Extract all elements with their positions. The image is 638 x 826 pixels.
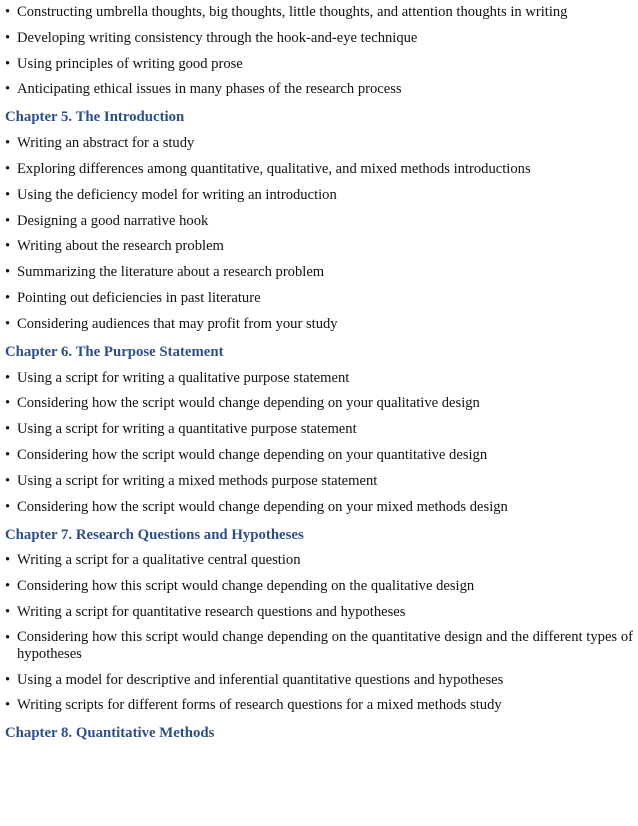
bullet-text: Using the deficiency model for writing an introduction [17, 186, 337, 203]
bullet-item [5, 55, 633, 73]
bullet-text: Writing scripts for different forms of research questions for a mixed methods study [17, 697, 502, 714]
bullet-item [5, 263, 633, 281]
chapter-section [5, 724, 633, 742]
bullet-item [5, 696, 633, 714]
bullet-text: Considering how the script would change depending on your mixed methods design [17, 498, 508, 515]
bullet-item [5, 446, 633, 464]
bullet-marker: • [5, 289, 11, 306]
bullet-marker: • [5, 55, 11, 72]
chapter-heading: Chapter 7. Research Questions and Hypotheses [5, 526, 304, 543]
bullet-marker: • [5, 81, 11, 98]
bullet-marker: • [5, 238, 11, 255]
bullet-item [5, 603, 633, 621]
bullet-marker: • [5, 212, 11, 229]
bullet-item [5, 29, 633, 47]
bullet-text: Writing a script for quantitative research questions and hypotheses [17, 603, 406, 620]
document-page [5, 0, 633, 750]
bullet-item [5, 80, 633, 98]
bullet-marker: • [5, 135, 11, 152]
bullet-text: Using a model for descriptive and inferential quantitative questions and hypotheses [17, 671, 504, 688]
bullet-item [5, 3, 633, 21]
bullet-item [5, 420, 633, 438]
bullet-text: Designing a good narrative hook [17, 212, 209, 229]
bullet-item [5, 186, 633, 204]
bullet-item [5, 237, 633, 255]
bullet-marker: • [5, 4, 11, 20]
bullet-item [5, 134, 633, 152]
chapter-list [5, 108, 633, 742]
bullet-marker: • [5, 578, 11, 595]
bullet-item [5, 498, 633, 516]
bullet-marker: • [5, 671, 11, 688]
bullet-marker: • [5, 697, 11, 714]
bullet-item [5, 212, 633, 230]
chapter-heading: Chapter 6. The Purpose Statement [5, 343, 224, 360]
bullet-item [5, 289, 633, 307]
bullet-text: Using principles of writing good prose [17, 55, 243, 72]
bullet-marker: • [5, 552, 11, 569]
bullet-marker: • [5, 264, 11, 281]
bullet-item [5, 315, 633, 333]
bullet-marker: • [5, 315, 11, 332]
bullet-text: Using a script for writing a quantitative purpose statement [17, 421, 357, 438]
bullet-item [5, 551, 633, 569]
chapter-heading: Chapter 5. The Introduction [5, 109, 185, 126]
bullet-item [5, 394, 633, 412]
bullet-text: Summarizing the literature about a research problem [17, 264, 325, 281]
chapter-section [5, 343, 633, 516]
bullet-text: Writing about the research problem [17, 238, 224, 255]
bullet-text: Using a script for writing a qualitative purpose statement [17, 369, 350, 386]
bullet-marker: • [5, 160, 11, 177]
bullet-item [5, 577, 633, 595]
bullet-marker: • [5, 446, 11, 463]
bullet-text: Considering how the script would change depending on your quantitative design [17, 446, 488, 463]
bullet-marker: • [5, 421, 11, 438]
bullet-text: Exploring differences among quantitative, qualitative, and mixed methods introductions [17, 160, 531, 177]
bullet-item [5, 369, 633, 387]
bullet-text: Considering how this script would change depending on the quantitative design and the different types of hypotheses [17, 628, 633, 662]
bullet-item [5, 671, 633, 689]
bullet-marker: • [5, 369, 11, 386]
bullet-item [5, 160, 633, 178]
bullet-item [5, 629, 633, 663]
chapter-section [5, 526, 633, 715]
bullet-item [5, 472, 633, 490]
bullet-text: Considering audiences that may profit from your study [17, 315, 338, 332]
bullet-marker: • [5, 395, 11, 412]
bullet-marker: • [5, 472, 11, 489]
bullet-text: Using a script for writing a mixed methods purpose statement [17, 472, 378, 489]
bullet-text: Anticipating ethical issues in many phases of the research process [17, 81, 402, 98]
chapter-heading: Chapter 8. Quantitative Methods [5, 725, 215, 742]
bullet-text: Considering how the script would change depending on your qualitative design [17, 395, 480, 412]
bullet-text: Pointing out deficiencies in past literature [17, 289, 261, 306]
bullet-marker: • [5, 29, 11, 46]
intro-bullet-list [5, 0, 633, 98]
chapter-section [5, 108, 633, 332]
bullet-marker: • [5, 186, 11, 203]
bullet-text: Developing writing consistency through the hook-and-eye technique [17, 29, 418, 46]
bullet-marker: • [5, 629, 11, 646]
bullet-text: Considering how this script would change depending on the qualitative design [17, 578, 475, 595]
bullet-marker: • [5, 498, 11, 515]
bullet-marker: • [5, 603, 11, 620]
bullet-text: Constructing umbrella thoughts, big thoughts, little thoughts, and attention thoughts in writing [17, 4, 568, 20]
bullet-text: Writing a script for a qualitative central question [17, 552, 301, 569]
bullet-text: Writing an abstract for a study [17, 135, 195, 152]
